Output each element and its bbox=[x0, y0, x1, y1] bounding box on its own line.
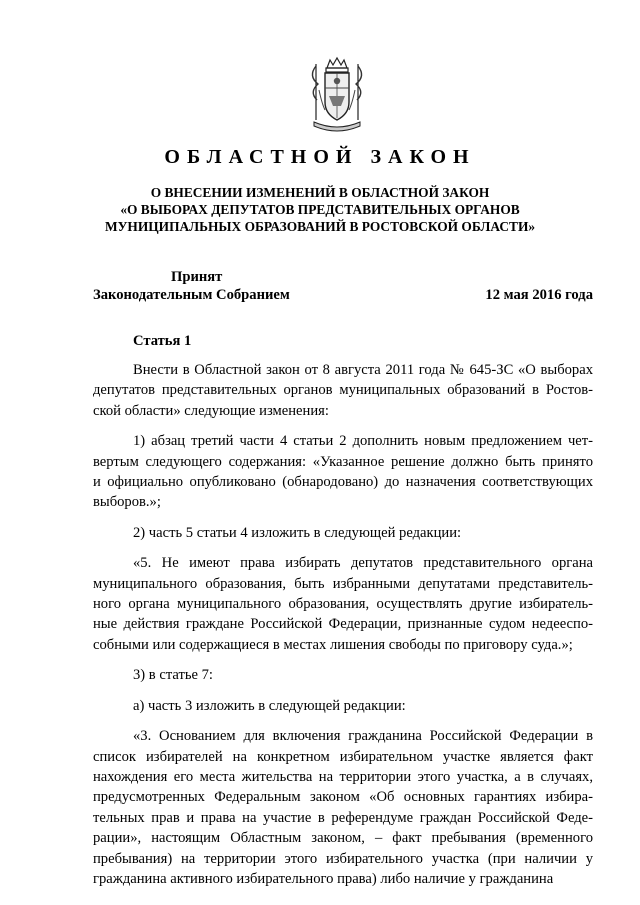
law-title-line: «О ВЫБОРАХ ДЕПУТАТОВ ПРЕДСТАВИТЕЛЬНЫХ ОРГАНОВ bbox=[120, 202, 520, 217]
paragraph-line: 1) абзац третий части 4 статьи 2 дополнить новым предложением чет- bbox=[133, 433, 593, 450]
paragraph bbox=[93, 696, 593, 716]
paragraph-line: выборов.»; bbox=[93, 494, 161, 511]
adoption-date: 12 мая 2016 года bbox=[485, 287, 593, 303]
paragraph-line: 3) в статье 7: bbox=[133, 667, 213, 684]
coat-of-arms-emblem-icon bbox=[296, 54, 378, 136]
paragraph bbox=[93, 665, 593, 685]
paragraph bbox=[93, 431, 593, 513]
paragraph-line: «5. Не имеют права избирать депутатов представительного органа bbox=[133, 555, 593, 572]
paragraph-line: ской области» следующие изменения: bbox=[93, 402, 329, 419]
paragraph-line: список избирателей на конкретном избирательном участке является факт bbox=[93, 748, 593, 765]
paragraph-line: пребывания) на территории этого избирательного участка (при наличии у bbox=[93, 850, 593, 867]
paragraph-line: а) часть 3 изложить в следующей редакции: bbox=[133, 697, 406, 714]
paragraph-line: гражданина активного избирательного права) либо наличие у гражданина bbox=[93, 870, 554, 887]
paragraph-line: рации», настоящим Областным законом, – факт пребывания (временного bbox=[93, 830, 593, 847]
article-body bbox=[93, 360, 593, 899]
article-heading: Статья 1 bbox=[133, 333, 192, 349]
paragraph-line: муниципального образования, быть избранными депутатами представитель- bbox=[93, 575, 593, 592]
paragraph-line: депутатов представительных органов муниципальных образований в Ростов- bbox=[93, 382, 593, 399]
paragraph bbox=[93, 523, 593, 543]
paragraph-line: Внести в Областной закон от 8 августа 2011 года № 645-ЗС «О выборах bbox=[133, 362, 593, 378]
paragraph bbox=[93, 360, 593, 421]
adoption-body: Законодательным Собранием bbox=[93, 287, 290, 303]
paragraph-line: 2) часть 5 статьи 4 изложить в следующей редакции: bbox=[133, 524, 462, 541]
paragraph-line: собными или содержащиеся в местах лишения свободы по приговору суда.»; bbox=[93, 636, 573, 653]
paragraph-line: ные действия граждане Российской Федерации, признанные судом недееспо- bbox=[93, 616, 593, 633]
law-title-line: О ВНЕСЕНИИ ИЗМЕНЕНИЙ В ОБЛАСТНОЙ ЗАКОН bbox=[150, 185, 490, 200]
paragraph-line: вертым следующего содержания: «Указанное решение должно быть принято bbox=[93, 453, 593, 470]
paragraph-line: ного органа муниципального образования, осуществлять другие избиратель- bbox=[93, 596, 593, 613]
paragraph-line: тельных прав и права на участие в референдуме граждан Российской Феде- bbox=[93, 809, 593, 826]
law-title bbox=[0, 184, 640, 235]
paragraph-line: нахождения его места жительства на территории этого участка, а в случаях, bbox=[93, 768, 593, 785]
paragraph-line: «3. Основанием для включения гражданина Российской Федерации в bbox=[133, 728, 593, 745]
paragraph-line: и официально опубликовано (обнародовано) до назначения соответствующих bbox=[93, 474, 593, 491]
paragraph-line: предусмотренных Федеральным законом «Об основных гарантиях избира- bbox=[93, 789, 593, 806]
paragraph bbox=[93, 726, 593, 889]
document-type-heading: ОБЛАСТНОЙ ЗАКОН bbox=[164, 146, 476, 168]
adoption-label: Принят bbox=[171, 269, 223, 285]
paragraph bbox=[93, 553, 593, 655]
law-title-line: МУНИЦИПАЛЬНЫХ ОБРАЗОВАНИЙ В РОСТОВСКОЙ ОБЛАСТИ» bbox=[104, 219, 536, 234]
